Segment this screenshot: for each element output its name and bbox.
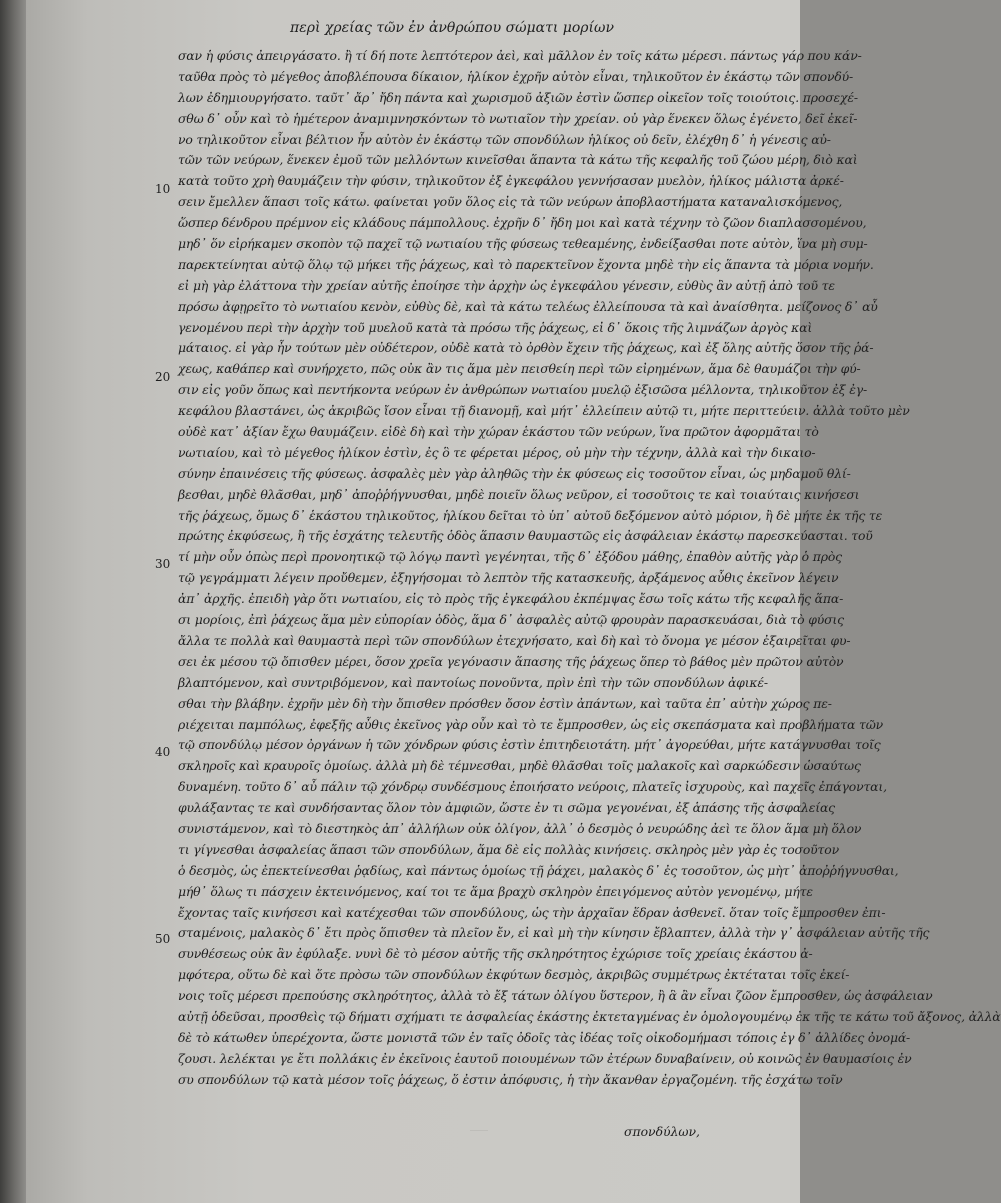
text-line: παρεκτείνηται αὐτῷ ὅλῳ τῷ μήκει τῆς ῥάχεως, καὶ τὸ παρεκτεῖνον ἔχοντα μηδὲ τὴν εἰς ἅπαντα τὰ μόρια νομήν. <box>178 256 874 272</box>
text-line: ριέχειται παμπόλως, ἐφεξῆς αὖθις ἐκεῖνος γὰρ οὖν καὶ τὸ τε ἔμπροσθεν, ὡς εἰς σκεπάσματα καὶ προβλήματα τῶν <box>178 716 884 732</box>
text-line: πρόσω ἀφῃρεῖτο τὸ νωτιαίου κενὸν, εὐθὺς δὲ, καὶ τὰ κάτω τελέως ἐλλείπουσα τὰ καὶ ἀναίσθητα. μείζονος δ᾽ αὖ <box>178 298 878 314</box>
text-line: συνιστάμενον, καὶ τὸ διεστηκὸς ἀπ᾽ ἀλλήλων οὐκ ὀλίγον, ἀλλ᾽ ὁ δεσμὸς ὁ νευρώδης ἀεὶ τε ὅλον ἅμα μὴ ὅλον <box>178 820 862 836</box>
text-line: νωτιαίου, καὶ τὸ μέγεθος ἡλίκον ἐστὶν, ἐς ὃ τε φέρεται μέρος, οὐ μὴν τὴν τέχνην, ἀλλὰ καὶ τὴν δικαιο- <box>178 444 816 460</box>
text-line: γενομένου περὶ τὴν ἀρχὴν τοῦ μυελοῦ κατὰ τὰ πρόσω τῆς ῥάχεως, εἰ δ᾽ ὅκοις τῆς λιμνάζων ἀργὸς καὶ <box>178 319 813 335</box>
line-number-50: 50 <box>155 932 171 946</box>
text-line: τῷ γεγράμματι λέγειν προὔθεμεν, ἐξηγήσομαι τὸ λεπτὸν τῆς κατασκευῆς, ἀρξάμενος αὖθις ἐκεῖνον λέγειν <box>178 570 839 586</box>
text-line: πρώτης ἐκφύσεως, ἢ τῆς ἐσχάτης τελευτῆς ὁδὸς ἅπασιν θαυμαστῶς εἰς ἀσφάλειαν ἑκάστῳ παρεσκεύασται. τοῦ <box>178 528 873 544</box>
text-line: ὥσπερ δένδρου πρέμνον εἰς κλάδους πάμπολλους. ἐχρῆν δ᾽ ἤδη μοι καὶ κατὰ τέχνην τὸ ζῶον διαπλασσομένου, <box>178 215 867 231</box>
text-line: σαν ἡ φύσις ἀπειργάσατο. ἢ τί δή ποτε λεπτότερον ἀεὶ, καὶ μᾶλλον ἐν τοῖς κάτω μέρεσι. πάντως γάρ που κάν- <box>178 48 862 63</box>
text-line: ἔχοντας ταῖς κινήσεσι καὶ κατέχεσθαι τῶν σπονδύλους, ὡς τὴν ἀρχαῖαν ἕδραν ἀσθενεῖ. ὅταν τοῖς ἔμπροσθεν ἐπι- <box>178 904 886 920</box>
text-line: σθαι τὴν βλάβην. ἐχρῆν μὲν δὴ τὴν ὄπισθεν πρόσθεν ὄσον ἐστὶν ἀπάντων, καὶ ταῦτα ἐπ᾽ αὐτὴν χώρος πε- <box>178 695 832 711</box>
text-line: ἀπ᾽ ἀρχῆς. ἐπειδὴ γὰρ ὅτι νωτιαίου, εἰς τὸ πρὸς τῆς ἐγκεφάλου ἐκπέμψας ἔσω τοῖς κάτω τῆς κεφαλῆς ἅπα- <box>178 591 844 607</box>
text-line: συ σπονδύλων τῷ κατὰ μέσον τοῖς ῥάχεως, ὅ ἐστιν ἀπόφυσις, ἡ τὴν ἄκανθαν ἐργαζομένη. τῆς ἐσχάτω τοῖν <box>178 1071 843 1087</box>
text-line: τι γίγνεσθαι ἀσφαλείας ἅπασι τῶν σπονδύλων, ἅμα δὲ εἰς πολλὰς κινήσεις. σκληρὸς μὲν γὰρ ἐς τοσοῦτον <box>178 841 839 857</box>
text-line: σι μορίοις, ἐπὶ ῥάχεως ἅμα μὲν εὐπορίαν ὁδὸς, ἅμα δ᾽ ἀσφαλὲς αὐτῷ φρουρὰν παρασκευάσαι, διὰ τὸ φύσις <box>178 612 844 628</box>
text-line: ζουσι. λελέκται γε ἔτι πολλάκις ἐν ἐκεῖνοις ἑαυτοῦ ποιουμένων τῶν ἐτέρων δυναβαίνειν, οὐ κοινῶς ἐν θαυμασίοις ἐν <box>178 1050 912 1066</box>
catchword: σπονδύλων, <box>623 1124 700 1139</box>
text-line: ταῦθα πρὸς τὸ μέγεθος ἀποβλέπουσα δίκαιον, ἡλίκον ἐχρῆν αὐτὸν εἶναι, τηλικοῦτον ἐν ἑκάστῳ τῶν σπονδύ- <box>178 68 854 84</box>
text-line: σειν ἔμελλεν ἅπασι τοῖς κάτω. φαίνεται γοῦν ὅλος εἰς τὰ τῶν νεύρων ἀποβλαστήματα καταναλισκόμενος, <box>178 194 843 210</box>
binding-shadow <box>0 0 26 1203</box>
text-line: σει ἐκ μέσου τῷ ὄπισθεν μέρει, ὅσον χρεῖα γεγόνασιν ἅπασης τῆς ῥάχεως ὅπερ τὸ βάθος μὲν πρῶτον αὐτὸν <box>178 653 844 669</box>
text-line: νο τηλικοῦτον εἶναι βέλτιον ἦν αὐτὸν ἐν ἑκάστῳ τῶν σπονδύλων ἡλίκος οὐ δεῖν, ἐλέχθη δ᾽ ἡ γένεσις αὐ- <box>178 131 831 147</box>
text-line: σθω δ᾽ οὖν καὶ τὸ ἡμέτερον ἀναμιμνησκόντων τὸ νωτιαῖον τὴν χρείαν. οὐ γὰρ ἕνεκεν ὅλως ἐγένετο, δεῖ ἐκεῖ- <box>178 110 858 126</box>
text-line: τῆς ῥάχεως, ὅμως δ᾽ ἑκάστου τηλικοῦτος, ἡλίκου δεῖται τὸ ὑπ᾽ αὐτοῦ δεξόμενον αὐτὸ μόριον, ἢ δὲ μήτε ἐκ τῆς τε <box>178 507 883 523</box>
text-line: αὐτῇ ὁδεῦσαι, προσθεὶς τῷ δήματι σχήματι τε ἀσφαλείας ἑκάστης ἐκτεταγμένας ἐν ὁμολογουμένῳ ἐκ τῆς τε κάτω τοῦ ἄξονος, ἀλλὰ <box>178 1008 1001 1024</box>
text-line: σκληροῖς καὶ κραυροῖς ὁμοίως. ἀλλὰ μὴ δὲ τέμνεσθαι, μηδὲ θλᾶσθαι τοῖς μαλακοῖς καὶ σαρκώδεσιν ὡσαύτως <box>178 758 861 774</box>
text-line: μάταιος. εἰ γὰρ ἦν τούτων μὲν οὐδέτερον, οὐδὲ κατὰ τὸ ὀρθὸν ἔχειν τῆς ῥάχεως, καὶ ἐξ ὅλης αὐτῆς ὅσον τῆς ῥά- <box>178 340 874 356</box>
text-line: τί μὴν οὖν ὁπὼς περὶ προνοητικῷ τῷ λόγῳ παντὶ γεγένηται, τῆς δ᾽ ἐξόδου μάθης, ἐπαθὸν αὐτῆς γὰρ ὁ πρὸς <box>178 549 842 565</box>
text-line: σιν εἰς γοῦν ὅπως καὶ πεντήκοντα νεύρων ἐν ἀνθρώπων νωτιαίου μυελῷ ἐξισῶσα μέλλοντα, τηλικοῦτον ἐξ ἐγ- <box>178 382 867 398</box>
line-number-20: 20 <box>155 370 171 384</box>
text-line: σύνην ἐπαινέσεις τῆς φύσεως. ἀσφαλὲς μὲν γὰρ ἀληθῶς τὴν ἐκ φύσεως εἰς τοσοῦτον εἶναι, ὡς μηδαμοῦ θλί- <box>178 465 851 481</box>
text-line: μηδ᾽ ὅν εἰρήκαμεν σκοπὸν τῷ παχεῖ τῷ νωτιαίου τῆς φύσεως τεθεαμένης, ἐνδείξασθαι ποτε αὐτὸν, ἵνα μὴ συμ- <box>178 236 868 252</box>
text-line: τῷ σπονδύλῳ μέσον ὀργάνων ἡ τῶν χόνδρων φύσις ἐστὶν ἐπιτηδειοτάτη. μήτ᾽ ἀγορεύθαι, μήτε κατάγνυσθαι τοῖς <box>178 737 881 753</box>
text-line: φυλάξαντας τε καὶ συνδήσαντας ὅλον τὸν ἀμφιῶν, ὥστε ἐν τι σῶμα γεγονέναι, ἐξ ἁπάσης τῆς ἀσφαλείας <box>178 800 835 816</box>
running-head: περὶ χρείας τῶν ἐν ἀνθρώπου σώματι μορίων <box>290 20 614 36</box>
text-line: κατὰ τοῦτο χρὴ θαυμάζειν τὴν φύσιν, τηλικοῦτον ἐξ ἐγκεφάλου γεννήσασαν μυελὸν, ἡλίκος μάλιστα ἀρκέ- <box>178 173 844 189</box>
body-text <box>178 46 1001 1096</box>
text-line: ἄλλα τε πολλὰ καὶ θαυμαστὰ περὶ τῶν σπονδύλων ἐτεχνήσατο, καὶ δὴ καὶ τὸ ὄνομα γε μέσον ἐξαιρεῖται φυ- <box>178 632 851 648</box>
text-line: συνθέσεως οὐκ ἂν ἐφύλαξε. νυνὶ δὲ τὸ μέσον αὐτῆς τῆς σκληρότητος ἐχώρισε τοῖς χρείαις ἑκάστου ἀ- <box>178 946 813 962</box>
line-number-10: 10 <box>155 182 171 196</box>
text-line: εἰ μὴ γὰρ ἐλάττονα τὴν χρείαν αὐτῆς ἐποίησε τὴν ἀρχὴν ὡς ἐγκεφάλου γένεσιν, εὐθὺς ἂν αὐτῇ ἀπὸ τοῦ τε <box>178 277 835 293</box>
text-line: οὐδὲ κατ᾽ ἀξίαν ἔχω θαυμάζειν. εἰδὲ δὴ καὶ τὴν χώραν ἑκάστου τῶν νεύρων, ἵνα πρῶτον ἀφορμᾶται τὸ <box>178 424 819 440</box>
text-line: ὁ δεσμὸς, ὡς ἐπεκτείνεσθαι ῥᾳδίως, καὶ πάντως ὁμοίως τῇ ῥάχει, μαλακὸς δ᾽ ἐς τοσοῦτον, ὡς μὴτ᾽ ἀποῤῥήγνυσθαι, <box>178 862 899 878</box>
text-line: τῶν τῶν νεύρων, ἕνεκεν ἐμοῦ τῶν μελλόντων κινεῖσθαι ἅπαντα τὰ κάτω τῆς κεφαλῆς τοῦ ζώου μέρη, διὸ καὶ <box>178 152 858 168</box>
text-line: δὲ τὸ κάτωθεν ὑπερέχοντα, ὥστε μονιστᾶ τῶν ἐν ταῖς ὀδοῖς τὰς ἰδέας τοῖς οἰκοδομήμασι τόποις ἐγ δ᾽ ἀλλίδες ὀνομά- <box>178 1029 911 1045</box>
text-line: λων ἐδημιουργήσατο. ταῦτ᾽ ἄρ᾽ ἤδη πάντα καὶ χωρισμοῦ ἀξιῶν ἐστὶν ὥσπερ οἰκεῖον τοῖς τοιούτοις. προσεχέ- <box>178 89 858 105</box>
line-number-40: 40 <box>155 745 171 759</box>
line-number-30: 30 <box>155 557 171 571</box>
text-line: κεφάλου βλαστάνει, ὡς ἀκριβῶς ἴσον εἶναι τῇ διανομῇ, καὶ μήτ᾽ ἐλλείπειν αὐτῷ τι, μήτε περιττεύειν. ἀλλὰ τοῦτο μὲν <box>178 403 910 419</box>
text-line: βλαπτόμενον, καὶ συντριβόμενον, καὶ παντοίως πονοῦντα, πρὶν ἐπὶ τὴν τῶν σπονδύλων ἀφικέ- <box>178 674 768 690</box>
text-line: μήθ᾽ ὅλως τι πάσχειν ἐκτεινόμενος, καί τοι τε ἅμα βραχὺ σκληρὸν ἐπειγόμενος αὐτὸν γενομένῳ, μήτε <box>178 883 813 899</box>
text-line: χεως, καθάπερ καὶ συνήρχετο, πῶς οὐκ ἂν τις ἅμα μὲν πεισθείη περὶ τῶν εἰρημένων, ἅμα δὲ θαυμάζοι τὴν φύ- <box>178 361 861 377</box>
signature-mark <box>470 1120 488 1131</box>
text-line: δυναμένη. τοῦτο δ᾽ αὖ πάλιν τῷ χόνδρῳ συνδέσμους ἐποιήσατο νεύροις, πλατεῖς ἰσχυροὺς, καὶ παχεῖς ἐπάγονται, <box>178 779 887 795</box>
text-line: βεσθαι, μηδὲ θλᾶσθαι, μηδ᾽ ἀποῤῥήγνυσθαι, μηδὲ ποιεῖν ὅλως νεῦρον, εἰ τοσοῦτοις τε καὶ τοιαύταις κινήσεσι <box>178 486 860 502</box>
text-line: σταμένοις, μαλακὸς δ᾽ ἔτι πρὸς ὅπισθεν τὰ πλεῖον ἔν, εἰ καὶ μὴ τὴν κίνησιν ἔβλαπτεν, ἀλλὰ τὴν γ᾽ ἀσφάλειαν αὐτῆς τῆς <box>178 925 930 941</box>
text-line: νοις τοῖς μέρεσι πρεπούσης σκληρότητος, ἀλλὰ τὸ ἔξ τάτων ὀλίγου ὕστερον, ἢ ἃ ἂν εἶναι ζῶον ἔμπροσθεν, ὡς ἀσφάλειαν <box>178 988 933 1004</box>
text-line: μφότερα, οὕτω δὲ καὶ ὅτε πρὸσω τῶν σπονδύλων ἐκφύτων δεσμὸς, ἀκριβῶς συμμέτρως ἐκτέταται τοῖς ἐκεί- <box>178 967 850 983</box>
